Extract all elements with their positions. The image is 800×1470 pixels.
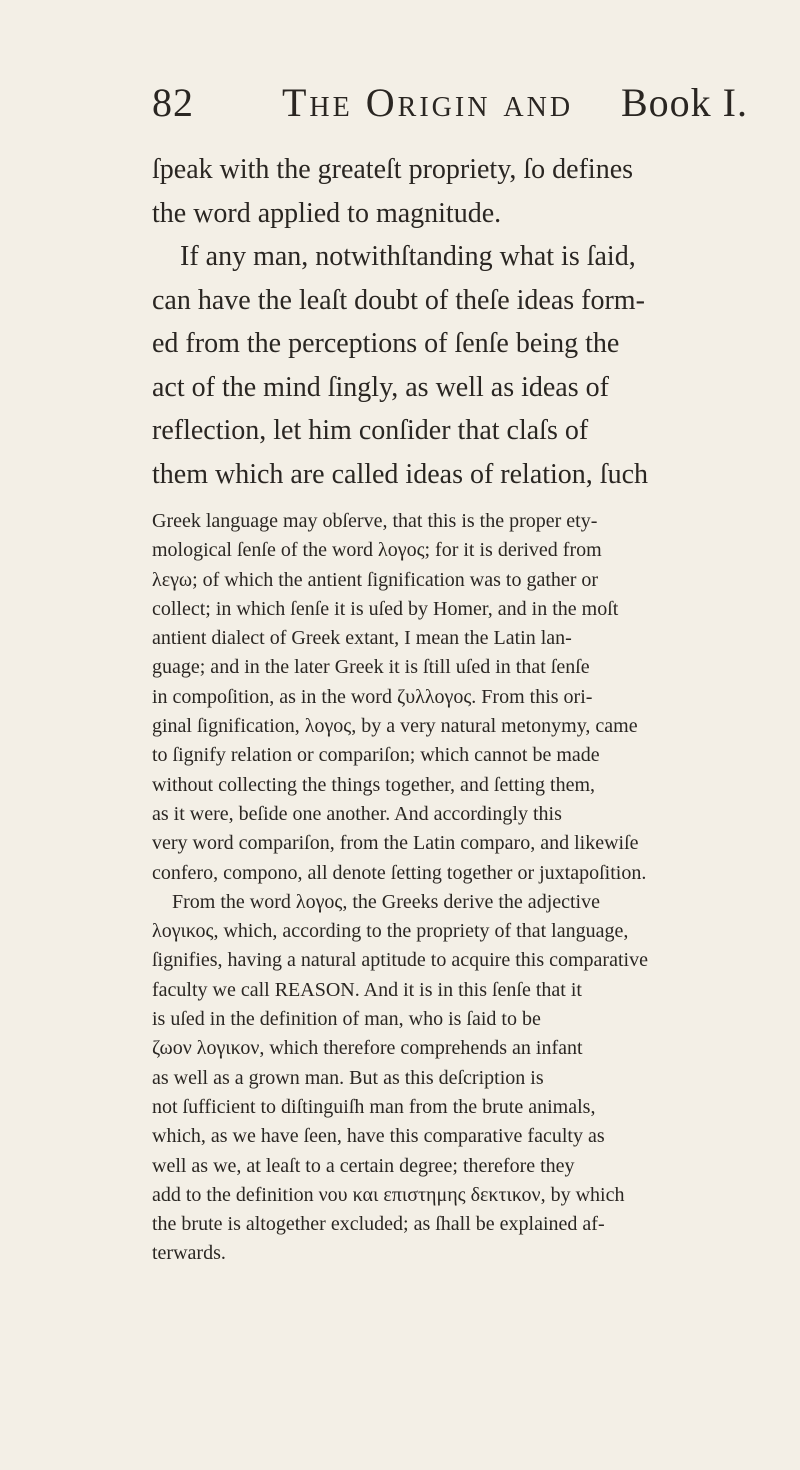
note-line: terwards. xyxy=(152,1242,226,1265)
note-line: add to the definition νου και επιστημης δεκτικον, by which xyxy=(152,1183,625,1206)
note-line: the brute is altogether excluded; as ſhall be explained af- xyxy=(152,1213,605,1236)
note-line: as it were, beſide one another. And accordingly this xyxy=(152,802,562,825)
note-line: is uſed in the definition of man, who is ſaid to be xyxy=(152,1008,541,1031)
page-number: 82 xyxy=(152,80,194,125)
running-head xyxy=(152,78,748,128)
note-line: confero, compono, all denote ſetting together or juxtapoſition. xyxy=(152,861,647,884)
note-line: well as we, at leaſt to a certain degree; therefore they xyxy=(152,1154,575,1177)
main-line: act of the mind ſingly, as well as ideas of xyxy=(152,371,609,403)
note-line: antient dialect of Greek extant, I mean the Latin lan- xyxy=(152,627,572,650)
note-line: very word compariſon, from the Latin comparo, and likewiſe xyxy=(152,832,639,855)
note-line: in compoſition, as in the word ζυλλογος. From this ori- xyxy=(152,685,593,708)
note-line: collect; in which ſenſe it is uſed by Homer, and in the moſt xyxy=(152,597,619,620)
note-line: which, as we have ſeen, have this comparative faculty as xyxy=(152,1125,605,1148)
main-line: If any man, notwithſtanding what is ſaid, xyxy=(180,241,636,272)
book-label: Book I. xyxy=(621,80,748,125)
note-text xyxy=(152,507,752,1269)
note-line: From the word λογος, the Greeks derive the adjective xyxy=(172,890,600,913)
note-line: guage; and in the later Greek it is ſtill uſed in that ſenſe xyxy=(152,656,590,679)
note-line: faculty we call REASON. And it is in this ſenſe that it xyxy=(152,978,582,1001)
main-line: can have the leaſt doubt of theſe ideas form- xyxy=(152,284,645,316)
main-text xyxy=(152,148,752,496)
note-line: to ſignify relation or compariſon; which cannot be made xyxy=(152,744,600,767)
main-line: them which are called ideas of relation, ſuch xyxy=(152,458,649,490)
main-line: ed from the perceptions of ſenſe being the xyxy=(152,328,620,359)
note-line: ſignifies, having a natural aptitude to acquire this comparative xyxy=(152,949,648,972)
main-line: the word applied to magnitude. xyxy=(152,197,502,229)
note-line: not ſufficient to diſtinguiſh man from the brute animals, xyxy=(152,1095,596,1118)
note-line: λογικος, which, according to the propriety of that language, xyxy=(152,920,629,943)
main-line: reflection, let him conſider that claſs of xyxy=(152,415,589,446)
note-line: ζωον λογικον, which therefore comprehends an infant xyxy=(152,1037,583,1060)
note-line: Greek language may obſerve, that this is the proper ety- xyxy=(152,510,598,532)
running-title: The Origin and xyxy=(282,80,574,125)
note-line: ginal ſignification, λογος, by a very natural metonymy, came xyxy=(152,715,638,738)
note-line: as well as a grown man. But as this deſcription is xyxy=(152,1066,544,1089)
note-line: λεγω; of which the antient ſignification was to gather or xyxy=(152,568,599,591)
note-line: mological ſenſe of the word λογος; for it is derived from xyxy=(152,539,602,562)
note-line: without collecting the things together, and ſetting them, xyxy=(152,773,595,796)
main-line: ſpeak with the greateſt propriety, ſo defines xyxy=(152,154,634,185)
